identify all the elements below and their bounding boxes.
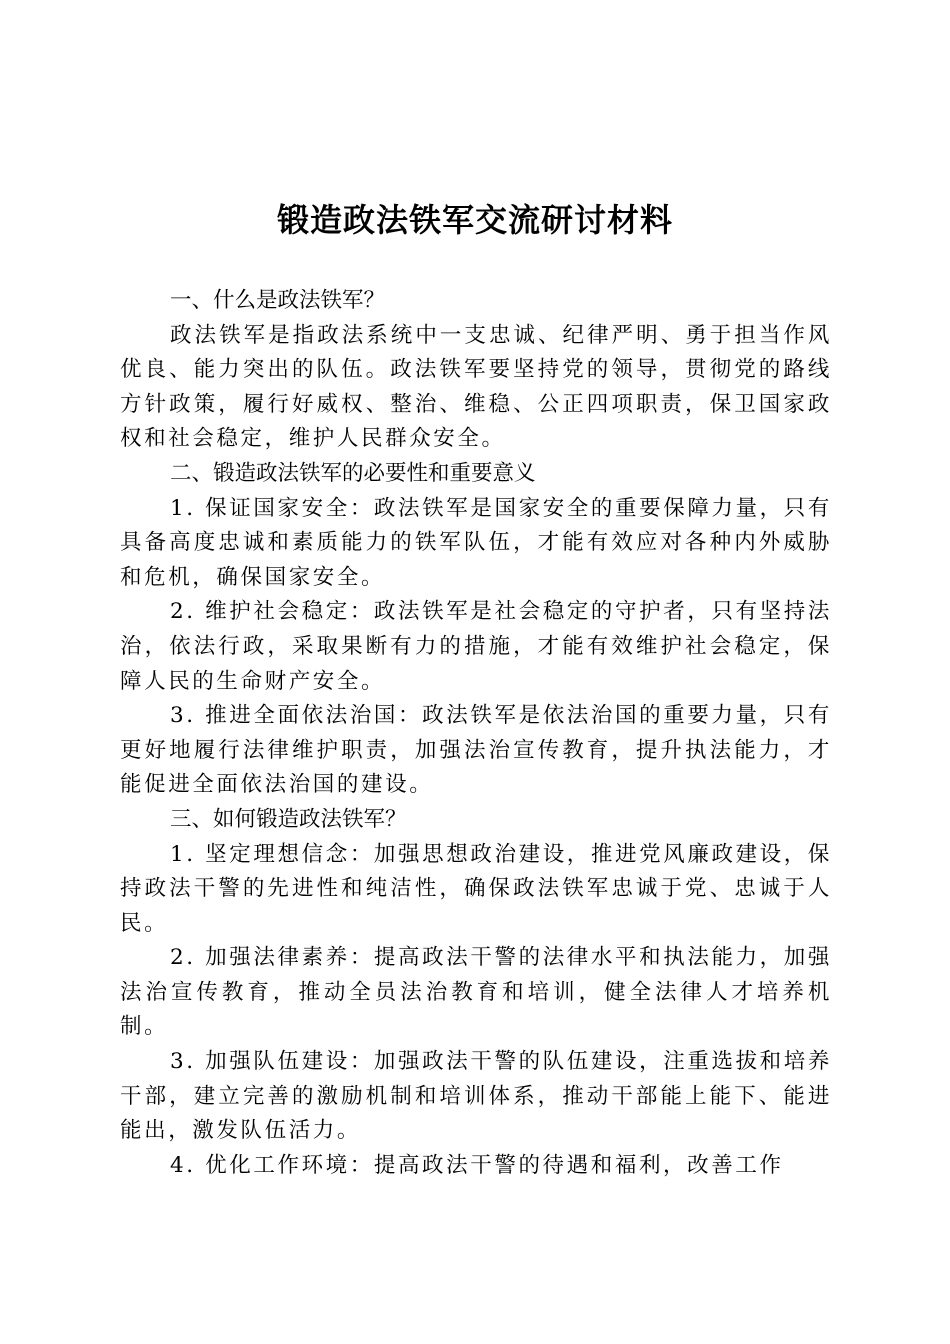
paragraph: 2. 维护社会稳定：政法铁军是社会稳定的守护者，只有坚持法治，依法行政，采取果断有力的措施，才能有效维护社会稳定，保障人民的生命财产安全。 xyxy=(120,599,832,694)
paragraph: 2. 加强法律素养：提高政法干警的法律水平和执法能力，加强法治宣传教育，推动全员法治教育和培训，健全法律人才培养机制。 xyxy=(120,945,832,1040)
section-heading: 一、什么是政法铁军？ xyxy=(170,288,386,313)
paragraph: 3. 推进全面依法治国：政法铁军是依法治国的重要力量，只有更好地履行法律维护职责，加强法治宣传教育，提升执法能力，才能促进全面依法治国的建设。 xyxy=(120,703,832,798)
paragraph: 1. 坚定理想信念：加强思想政治建设，推进党风廉政建设，保持政法干警的先进性和纯洁性，确保政法铁军忠诚于党、忠诚于人民。 xyxy=(120,841,832,936)
paragraph: 1. 保证国家安全：政法铁军是国家安全的重要保障力量，只有具备高度忠诚和素质能力的铁军队伍，才能有效应对各种内外威胁和危机，确保国家安全。 xyxy=(120,495,832,590)
section-heading: 二、锻造政法铁军的必要性和重要意义 xyxy=(170,460,536,486)
document-title: 锻造政法铁军交流研讨材料 xyxy=(276,201,673,239)
paragraph: 政法铁军是指政法系统中一支忠诚、纪律严明、勇于担当作风优良、能力突出的队伍。政法铁军要坚持党的领导，贯彻党的路线方针政策，履行好威权、整治、维稳、公正四项职责，保卫国家政权和社会稳定，维护人民群众安全。 xyxy=(120,322,832,452)
section-heading: 三、如何锻造政法铁军？ xyxy=(170,806,407,832)
paragraph: 3. 加强队伍建设：加强政法干警的队伍建设，注重选拔和培养干部，建立完善的激励机制和培训体系，推动干部能上能下、能进能出，激发队伍活力。 xyxy=(120,1049,832,1144)
document-body xyxy=(120,284,832,1183)
paragraph: 4. 优化工作环境：提高政法干警的待遇和福利，改善工作 xyxy=(170,1152,784,1178)
